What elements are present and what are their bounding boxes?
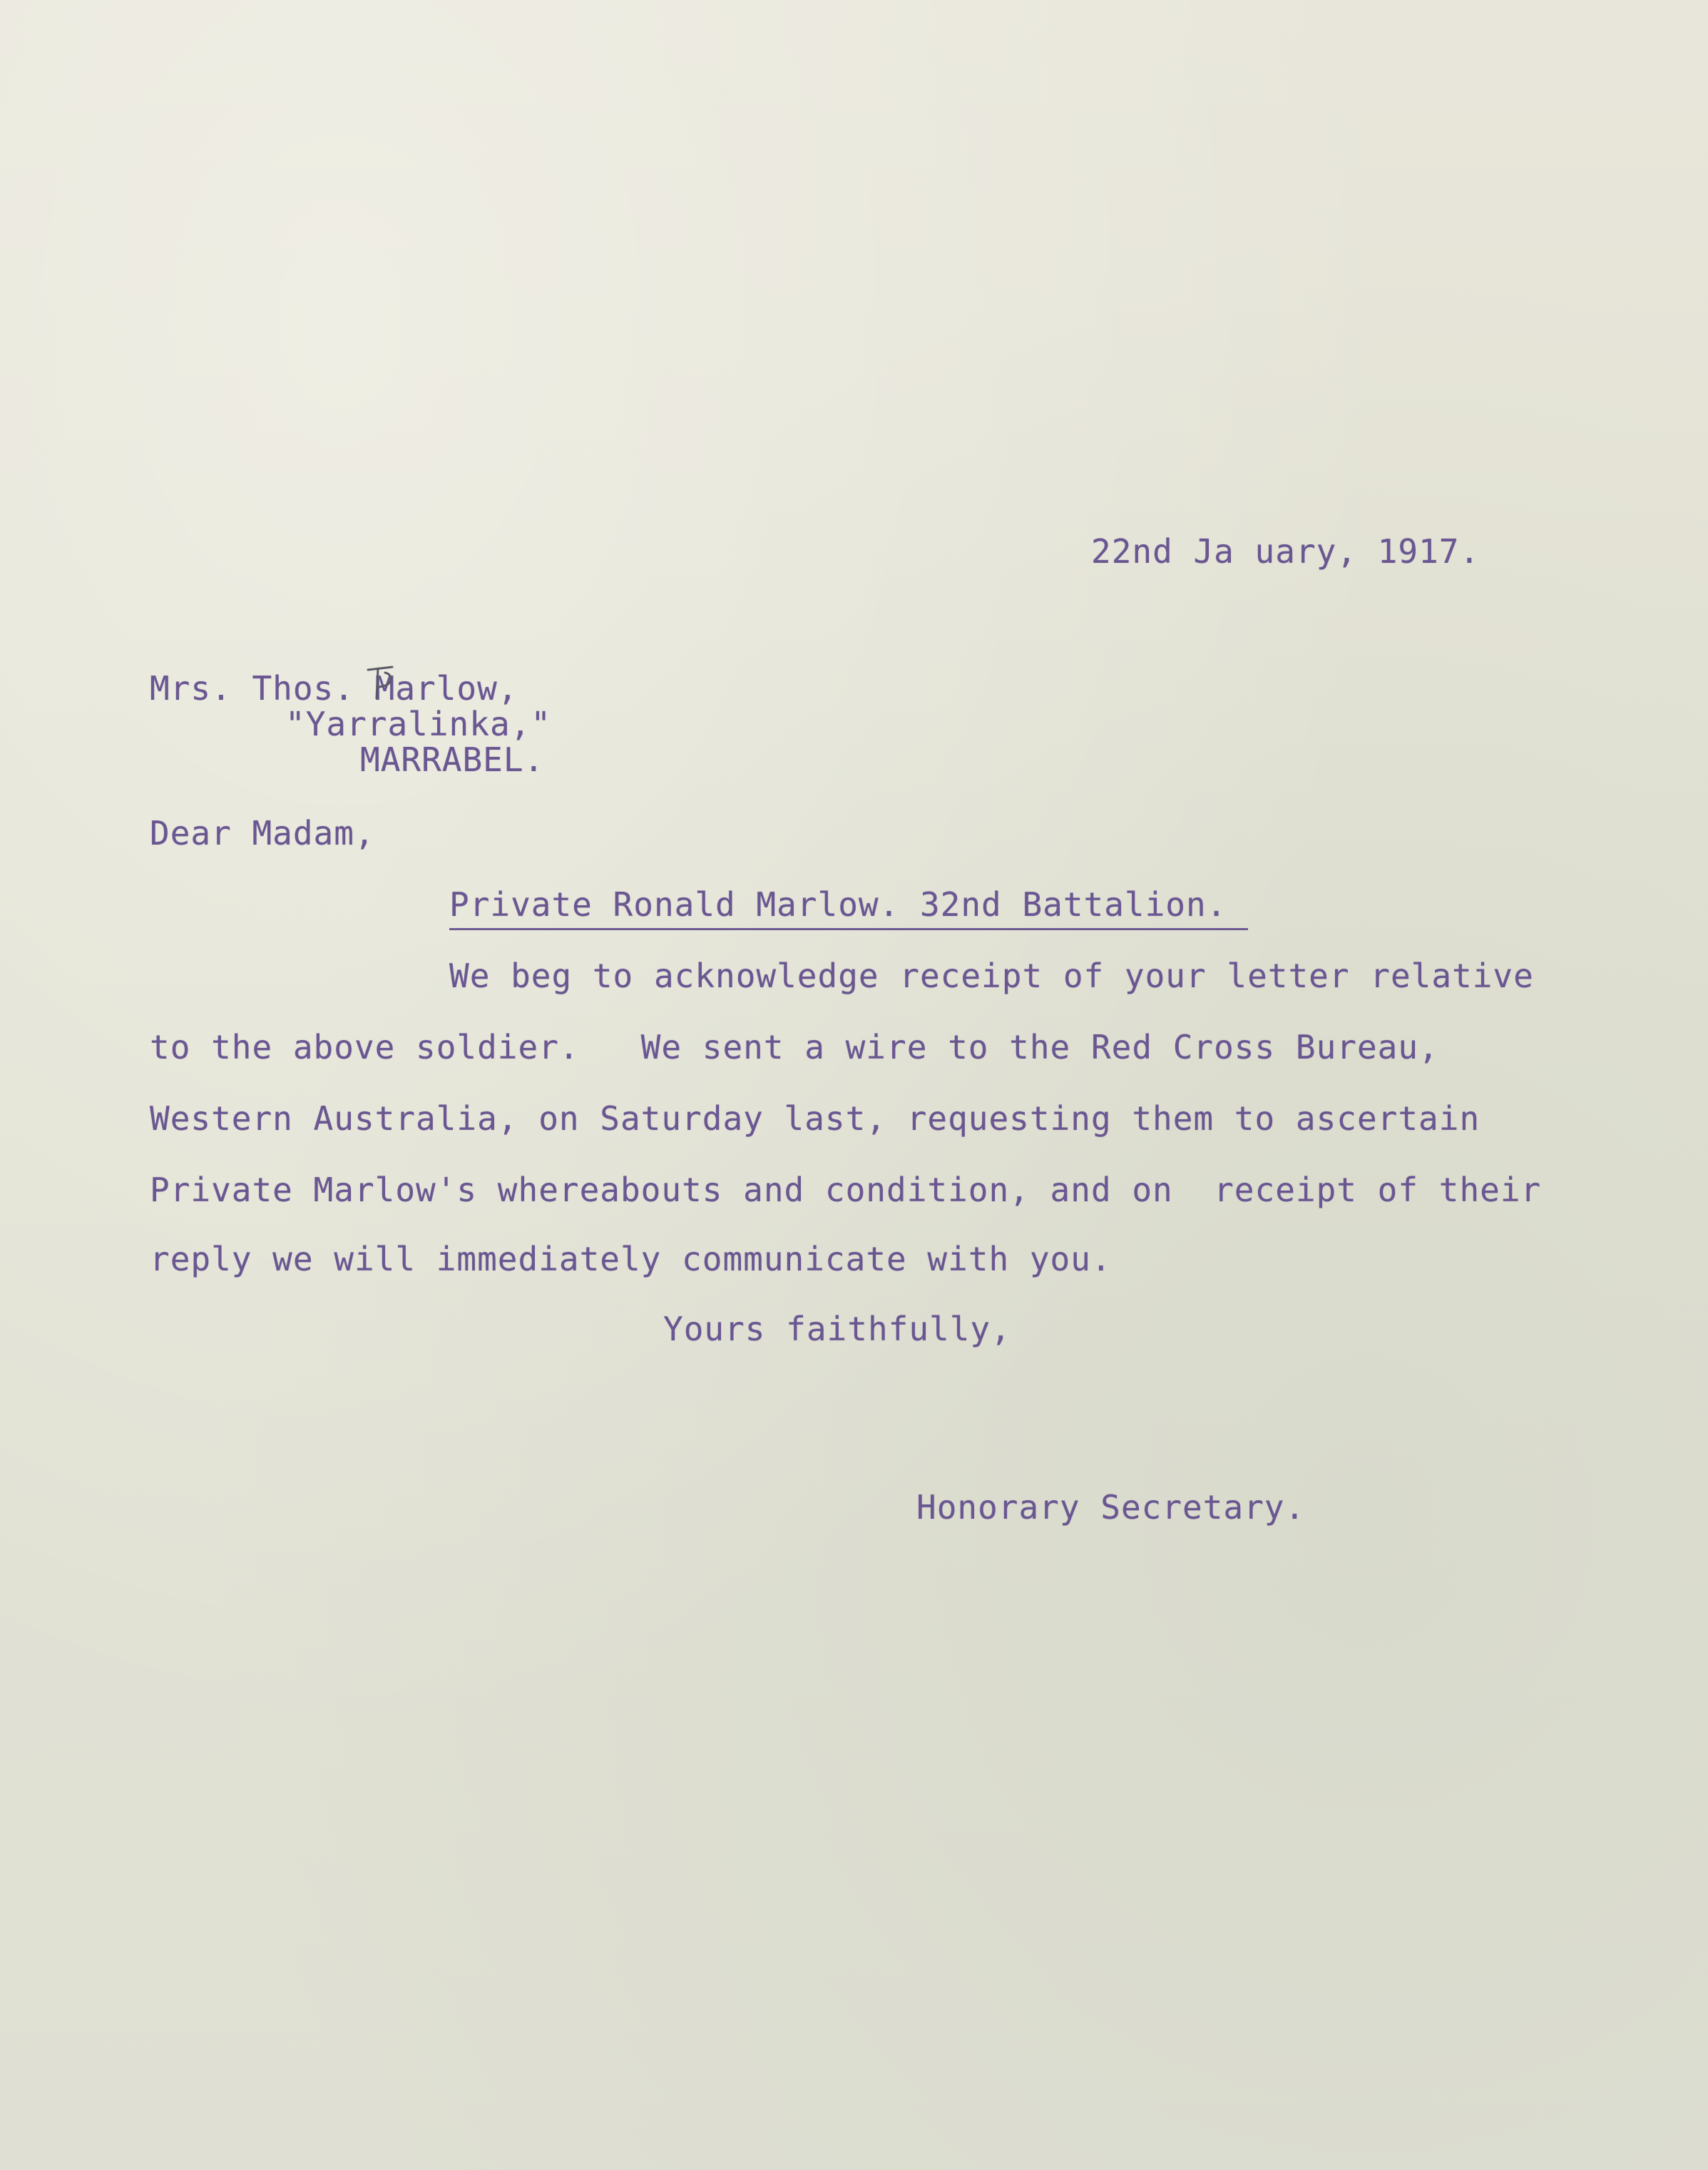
handwritten-correction-mark [364, 660, 397, 703]
recipient-name: Mrs. Thos. Marlow, [150, 669, 518, 708]
letter-date: 22nd Ja uary, 1917. [1091, 532, 1481, 571]
subject-line: Private Ronald Marlow. 32nd Battalion. [449, 888, 1248, 930]
body-line: We beg to acknowledge receipt of your letter relative [449, 957, 1534, 995]
recipient-house: "Yarralinka," [285, 705, 552, 743]
complimentary-close: Yours faithfully, [663, 1310, 1011, 1348]
recipient-town: MARRABEL. [360, 740, 545, 779]
body-line: to the above soldier. We sent a wire to the Red Cross Bureau, [150, 1028, 1439, 1066]
body-line: Private Marlow's whereabouts and condition, and on receipt of their [150, 1171, 1542, 1209]
signatory-title: Honorary Secretary. [916, 1488, 1306, 1527]
body-line: Western Australia, on Saturday last, requesting them to ascertain [150, 1099, 1481, 1138]
body-line: reply we will immediately communicate with you. [150, 1240, 1112, 1278]
salutation: Dear Madam, [150, 814, 375, 852]
